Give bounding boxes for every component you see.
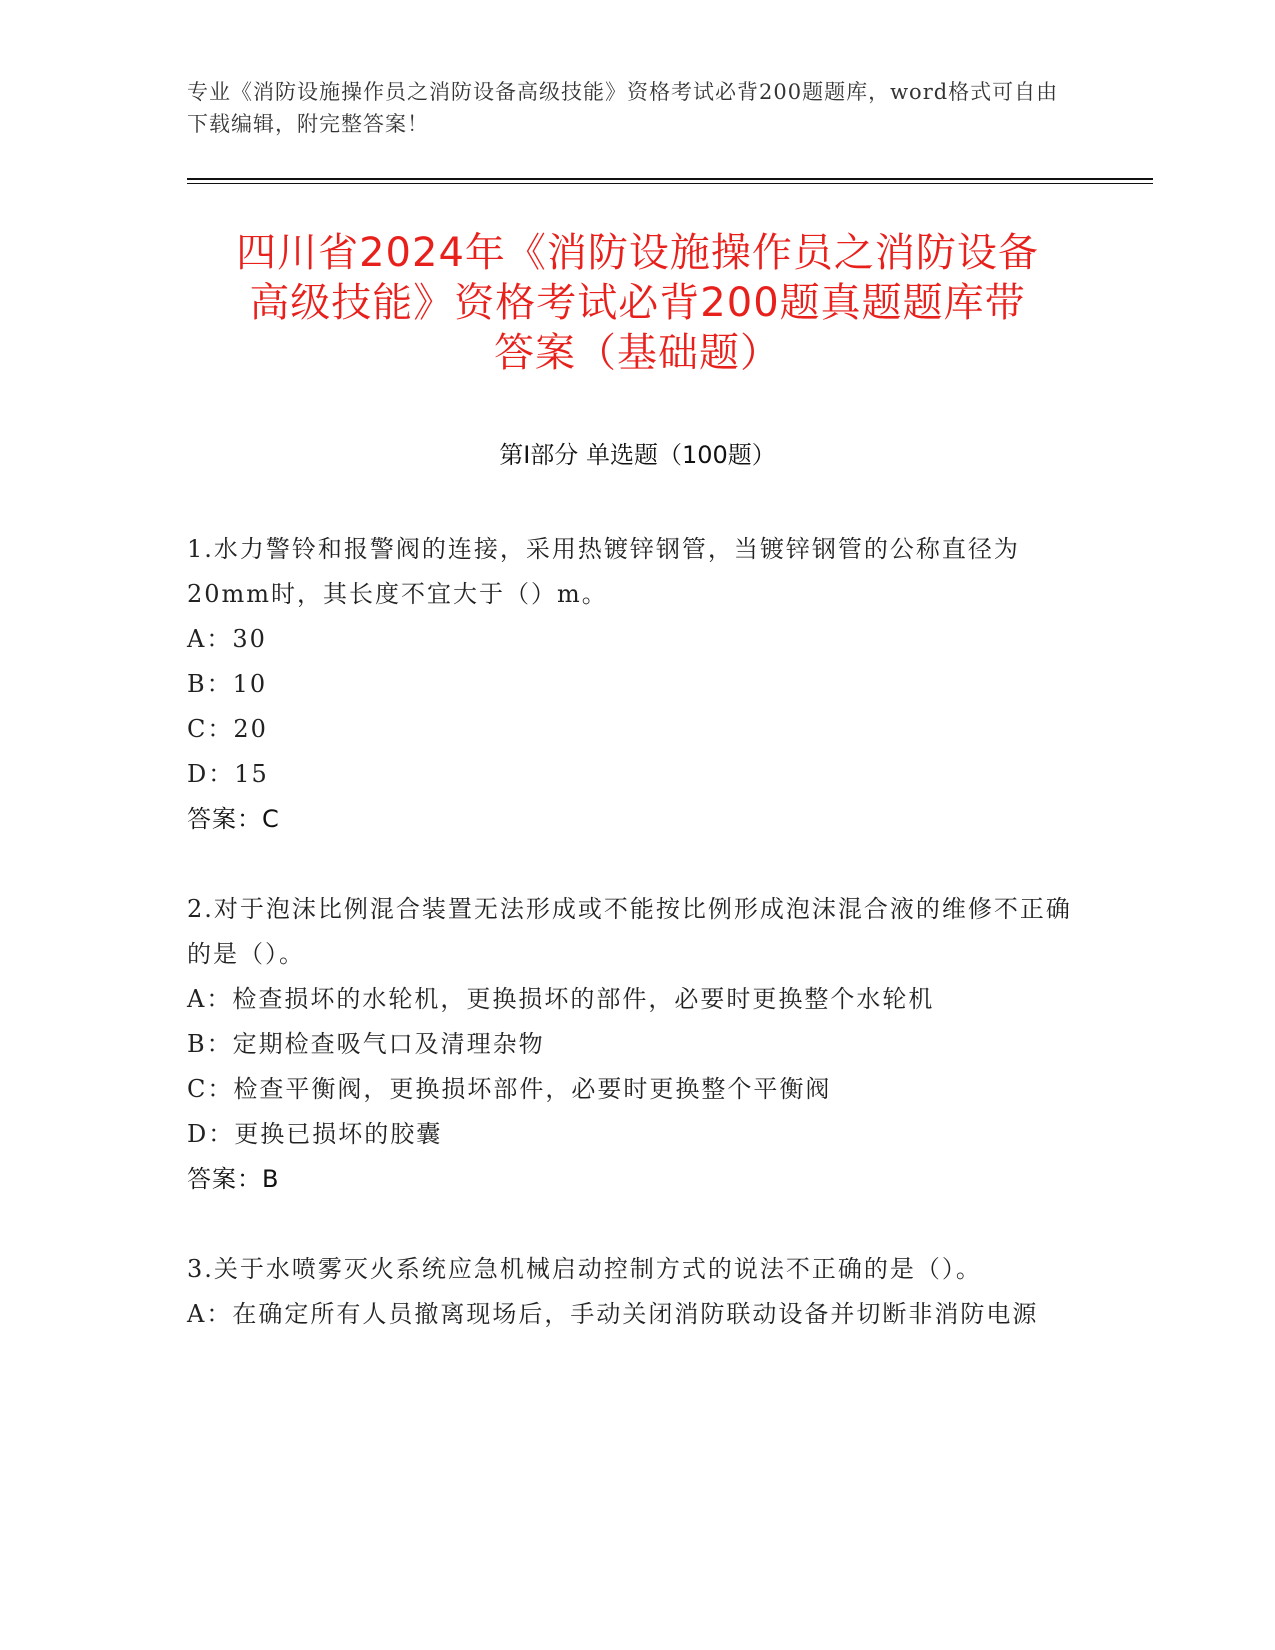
question-2 (187, 887, 1077, 1202)
option-c: C：20 (187, 715, 268, 743)
title-line-1: 四川省2024年《消防设施操作员之消防设备 (236, 230, 1039, 276)
option-d: D：更换已损坏的胶囊 (187, 1120, 443, 1148)
title-line-3: 答案（基础题） (494, 330, 781, 376)
option-b: B：定期检查吸气口及清理杂物 (187, 1030, 545, 1058)
header-divider-thick (187, 178, 1153, 180)
question-3 (187, 1247, 1077, 1337)
question-list (187, 527, 1077, 1382)
answer-text: 答案：C (187, 805, 280, 833)
document-title (150, 228, 1125, 378)
option-b: B：10 (187, 670, 268, 698)
option-a: A：30 (187, 625, 267, 653)
question-1 (187, 527, 1077, 842)
title-line-2: 高级技能》资格考试必背200题真题题库带 (249, 280, 1026, 326)
question-stem: 3.关于水喷雾灭火系统应急机械启动控制方式的说法不正确的是（）。 (187, 1255, 982, 1283)
option-a: A：在确定所有人员撤离现场后，手动关闭消防联动设备并切断非消防电源 (187, 1300, 1039, 1328)
option-a: A：检查损坏的水轮机，更换损坏的部件，必要时更换整个水轮机 (187, 985, 935, 1013)
question-stem: 2.对于泡沫比例混合装置无法形成或不能按比例形成泡沫混合液的维修不正确的是（）。 (187, 895, 1072, 968)
intro-text: 专业《消防设施操作员之消防设备高级技能》资格考试必背200题题库，word格式可自由下载编辑，附完整答案！ (187, 80, 1059, 136)
option-d: D：15 (187, 760, 269, 788)
header-divider-thin (187, 183, 1153, 184)
option-c: C：检查平衡阀，更换损坏部件，必要时更换整个平衡阀 (187, 1075, 832, 1103)
section-heading: 第I部分 单选题（100题） (499, 441, 776, 469)
answer-text: 答案：B (187, 1165, 280, 1193)
question-stem: 1.水力警铃和报警阀的连接，采用热镀锌钢管，当镀锌钢管的公称直径为20mm时，其长度不宜大于（）m。 (187, 535, 1020, 608)
